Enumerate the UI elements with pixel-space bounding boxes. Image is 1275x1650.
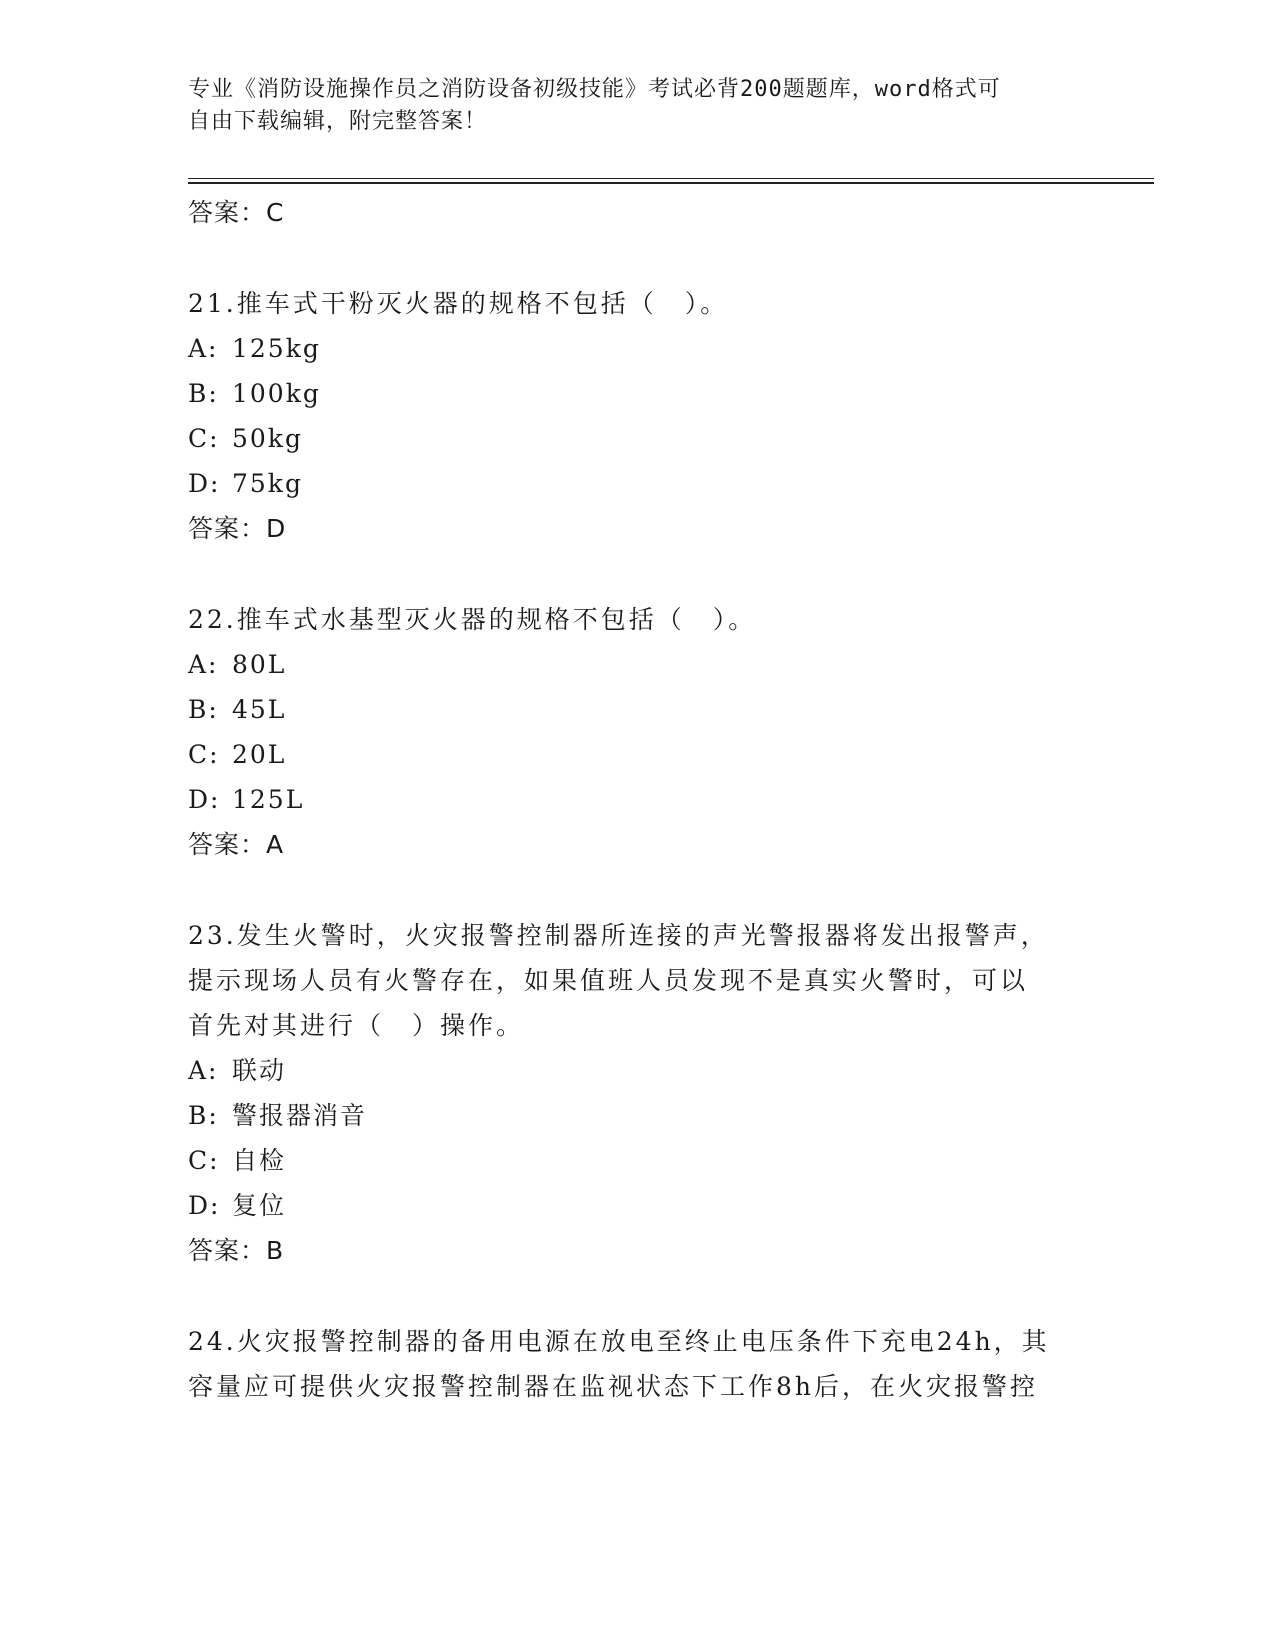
answer-label: 答案：B: [188, 1236, 285, 1265]
option-letter: C:: [188, 740, 220, 769]
option-text: 20L: [232, 740, 287, 769]
option-text: 警报器消音: [232, 1101, 368, 1130]
header-divider-thick: [188, 182, 1154, 184]
option-letter: B:: [188, 1101, 219, 1130]
option-b: [188, 371, 1088, 416]
option-text: 125kg: [232, 334, 321, 363]
answer-label: 答案：C: [188, 198, 285, 227]
question-21: [188, 281, 1088, 551]
option-text: 100kg: [232, 379, 321, 408]
option-d: [188, 1183, 1088, 1228]
option-c: [188, 732, 1088, 777]
option-b: [188, 1093, 1088, 1138]
header-line-1: 专业《消防设施操作员之消防设备初级技能》考试必背200题题库，word格式可: [188, 77, 1001, 102]
option-letter: D:: [188, 785, 221, 814]
option-text: 联动: [232, 1056, 287, 1085]
header-line-2: 自由下载编辑，附完整答案！: [188, 109, 488, 134]
option-text: 45L: [232, 695, 287, 724]
option-d: [188, 461, 1088, 506]
question-text-line: 23.发生火警时，火灾报警控制器所连接的声光警报器将发出报警声，: [188, 921, 1049, 950]
option-a: [188, 326, 1088, 371]
option-letter: D:: [188, 1191, 221, 1220]
document-header: [188, 74, 1068, 138]
question-text-line: 24.火灾报警控制器的备用电源在放电至终止电压条件下充电24h，其: [188, 1327, 1050, 1356]
option-letter: B:: [188, 379, 219, 408]
option-letter: C:: [188, 1146, 220, 1175]
answer-label: 答案：A: [188, 830, 285, 859]
option-a: [188, 1048, 1088, 1093]
document-body: [188, 190, 1088, 1409]
question-24: [188, 1319, 1088, 1409]
option-text: 125L: [232, 785, 305, 814]
option-letter: A:: [188, 650, 219, 679]
question-text-line: 首先对其进行（ ）操作。: [188, 1011, 525, 1040]
question-text: 21.推车式干粉灭火器的规格不包括（ ）。: [188, 289, 729, 318]
option-letter: B:: [188, 695, 219, 724]
option-letter: A:: [188, 1056, 219, 1085]
question-22: [188, 597, 1088, 867]
option-d: [188, 777, 1088, 822]
option-b: [188, 687, 1088, 732]
question-text-line: 容量应可提供火灾报警控制器在监视状态下工作8h后，在火灾报警控: [188, 1372, 1039, 1401]
option-letter: C:: [188, 424, 220, 453]
option-a: [188, 642, 1088, 687]
option-text: 50kg: [232, 424, 303, 453]
option-letter: A:: [188, 334, 219, 363]
option-c: [188, 416, 1088, 461]
option-text: 自检: [232, 1146, 287, 1175]
option-c: [188, 1138, 1088, 1183]
header-divider-thin: [188, 178, 1154, 179]
question-text-line: 提示现场人员有火警存在，如果值班人员发现不是真实火警时，可以: [188, 966, 1029, 995]
option-text: 复位: [232, 1191, 287, 1220]
question-text: 22.推车式水基型灭火器的规格不包括（ ）。: [188, 605, 757, 634]
answer-label: 答案：D: [188, 514, 287, 543]
option-text: 80L: [232, 650, 287, 679]
option-text: 75kg: [232, 469, 303, 498]
question-23: [188, 913, 1088, 1273]
option-letter: D:: [188, 469, 221, 498]
